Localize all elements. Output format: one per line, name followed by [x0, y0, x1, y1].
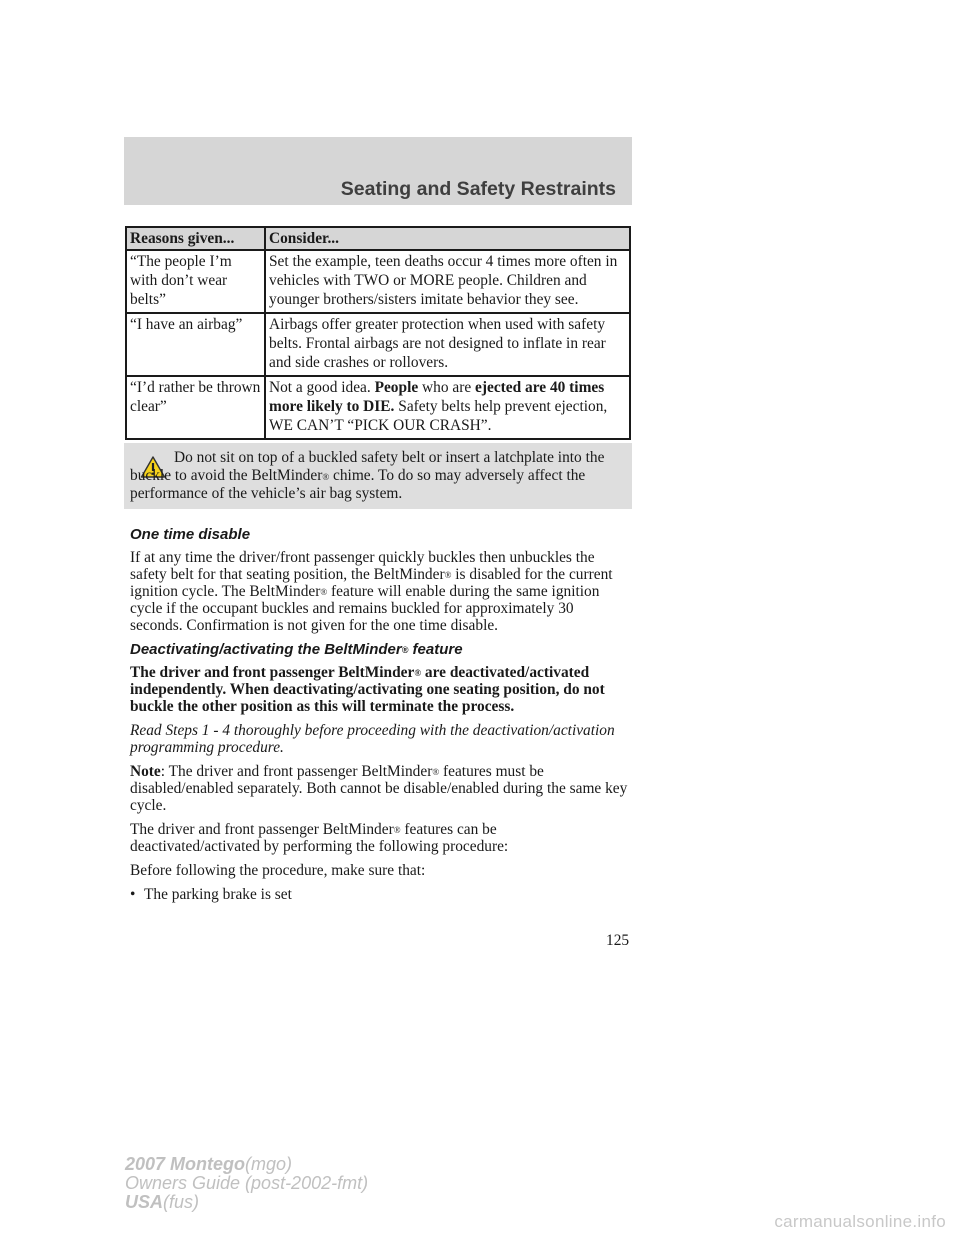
footer-market: USA: [125, 1192, 164, 1212]
table-header-reasons: Reasons given...: [126, 227, 265, 250]
registered-mark: ®: [401, 645, 409, 655]
registered-mark: ®: [414, 668, 422, 678]
reason-cell: “I have an airbag”: [126, 313, 265, 376]
reason-cell: “I’d rather be thrown clear”: [126, 376, 265, 439]
footer-line: [125, 1155, 368, 1174]
list-item: [130, 886, 630, 903]
list-item-text: The parking brake is set: [144, 886, 292, 903]
reasons-table: [125, 226, 631, 440]
warning-box: [124, 443, 632, 509]
registered-mark: ®: [444, 570, 452, 580]
bullet-icon: •: [130, 886, 136, 903]
registered-mark: ®: [322, 472, 330, 482]
table-header-consider: Consider...: [265, 227, 630, 250]
consider-cell: Set the example, teen deaths occur 4 times more often in vehicles with TWO or MORE people. Children and younger brothers/sisters imitate behavior they see.: [265, 250, 630, 313]
heading-part: Deactivating/activating the BeltMinder: [130, 641, 402, 658]
note-label: Note: [130, 763, 161, 780]
paragraph-bold-instructions: [130, 664, 630, 715]
warning-text-part: Do not sit on top of a buckled safety belt or insert a latchplate into the buckle to avoid the BeltMinder: [130, 449, 605, 484]
table-header-row: [126, 227, 630, 250]
footer-info: [125, 1155, 368, 1212]
text-part: features can be deactivated/activated by performing the following procedure:: [130, 821, 509, 855]
header-band: [124, 137, 632, 205]
consider-text: Not a good idea.: [269, 379, 375, 396]
watermark: carmanualsonline.info: [774, 1212, 946, 1231]
warning-text-part: chime. To do so may adversely affect the performance of the vehicle’s air bag system.: [130, 467, 586, 502]
registered-mark: ®: [393, 825, 401, 835]
consider-cell: [265, 376, 630, 439]
body-text: [130, 520, 630, 903]
text-part: The driver and front passenger BeltMinder: [130, 664, 415, 681]
page-section-title: Seating and Safety Restraints: [340, 178, 616, 200]
registered-mark: ®: [320, 587, 328, 597]
text-part: : The driver and front passenger BeltMinder: [160, 763, 433, 780]
paragraph-read-steps: Read Steps 1 - 4 thoroughly before proceeding with the deactivation/activation programming procedure.: [130, 722, 615, 756]
text-part: feature will enable during the same ignition cycle if the occupant buckles and remains buckled for approximately 30 seconds. Confirmation is not given for the one time disable.: [130, 583, 600, 634]
consider-text: who are: [418, 379, 476, 396]
footer-model: 2007 Montego: [125, 1154, 246, 1174]
warning-text: [130, 449, 624, 503]
paragraph-before-following: Before following the procedure, make sure that:: [130, 862, 426, 879]
text-part: If at any time the driver/front passenger quickly buckles then unbuckles the safety belt for that seating position, the BeltMinder: [130, 549, 595, 583]
table-row: [126, 250, 630, 313]
heading-one-time-disable: One time disable: [130, 526, 251, 543]
footer-line: Owners Guide (post-2002-fmt): [125, 1173, 369, 1193]
text-part: The driver and front passenger BeltMinder: [130, 821, 394, 838]
table-row: [126, 313, 630, 376]
footer-line: [125, 1193, 368, 1212]
registered-mark: ®: [432, 767, 440, 777]
consider-emphasis: People: [374, 379, 419, 396]
consider-cell: Airbags offer greater protection when used with safety belts. Frontal airbags are not designed to inflate in rear and side crashes or rollovers.: [265, 313, 630, 376]
footer-code: (mgo): [245, 1154, 293, 1174]
text-part: is disabled for the current ignition cycle. The BeltMinder: [130, 566, 613, 600]
text-part: features must be disabled/enabled separately. Both cannot be disable/enabled during the same key cycle.: [130, 763, 628, 814]
consider-emphasis: ejected are 40 times more likely to DIE.: [269, 379, 605, 415]
consider-text: Safety belts help prevent ejection, WE CAN’T “PICK OUR CRASH”.: [269, 398, 608, 434]
reason-cell: “The people I’m with don’t wear belts”: [126, 250, 265, 313]
heading-deactivating: [130, 641, 630, 658]
paragraph-note: [130, 763, 630, 814]
heading-part: feature: [408, 641, 463, 658]
text-part: are deactivated/activated independently. When deactivating/activating one seating position, do not buckle the other position as this will terminate the process.: [130, 664, 605, 715]
paragraph-one-time-disable: [130, 549, 630, 634]
footer-code: (fus): [163, 1192, 200, 1212]
table-row: [126, 376, 630, 439]
page-number: 125: [606, 932, 630, 949]
paragraph-procedure: [130, 821, 630, 855]
